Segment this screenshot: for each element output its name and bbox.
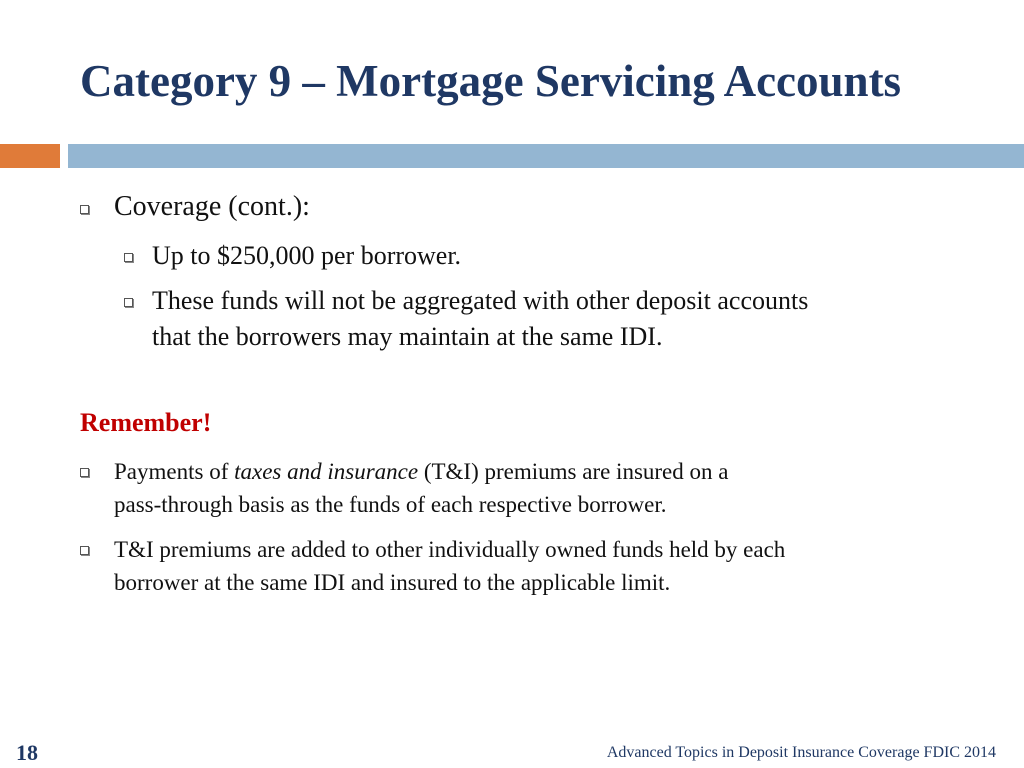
text-suffix: (T&I) premiums are insured on a — [418, 459, 729, 484]
coverage-subbullet-aggregation — [124, 283, 808, 355]
text-line — [114, 455, 728, 488]
square-bullet-icon — [124, 253, 133, 262]
text-prefix: Payments of — [114, 459, 235, 484]
square-bullet-icon — [80, 205, 89, 214]
coverage-bullet — [80, 190, 310, 224]
square-bullet-icon — [80, 546, 89, 555]
square-bullet-icon — [80, 468, 89, 477]
remember-item-text — [114, 455, 728, 521]
text-line: T&I premiums are added to other individually owned funds held by each — [114, 537, 786, 562]
coverage-item-text: Up to $250,000 per borrower. — [152, 241, 462, 270]
title-divider-bar — [68, 144, 1024, 168]
text-line: borrower at the same IDI and insured to the applicable limit. — [114, 570, 671, 595]
remember-item-text — [114, 533, 785, 599]
coverage-subbullet-limit — [124, 238, 461, 274]
remember-heading: Remember! — [80, 408, 212, 437]
remember-bullet-premiums — [80, 533, 785, 599]
text-line: pass-through basis as the funds of each respective borrower. — [114, 492, 667, 517]
accent-bar — [0, 144, 60, 168]
text-line: that the borrowers may maintain at the same IDI. — [152, 322, 663, 351]
square-bullet-icon — [124, 298, 133, 307]
slide-title: Category 9 – Mortgage Servicing Accounts — [80, 56, 902, 106]
text-line: These funds will not be aggregated with other deposit accounts — [152, 286, 809, 315]
footer-text: Advanced Topics in Deposit Insurance Coverage FDIC 2014 — [606, 744, 996, 761]
remember-bullet-payments — [80, 455, 728, 521]
emphasis-text: taxes and insurance — [234, 459, 419, 484]
coverage-heading: Coverage (cont.): — [114, 191, 310, 222]
page-number: 18 — [16, 740, 38, 765]
coverage-item-text — [152, 283, 808, 355]
